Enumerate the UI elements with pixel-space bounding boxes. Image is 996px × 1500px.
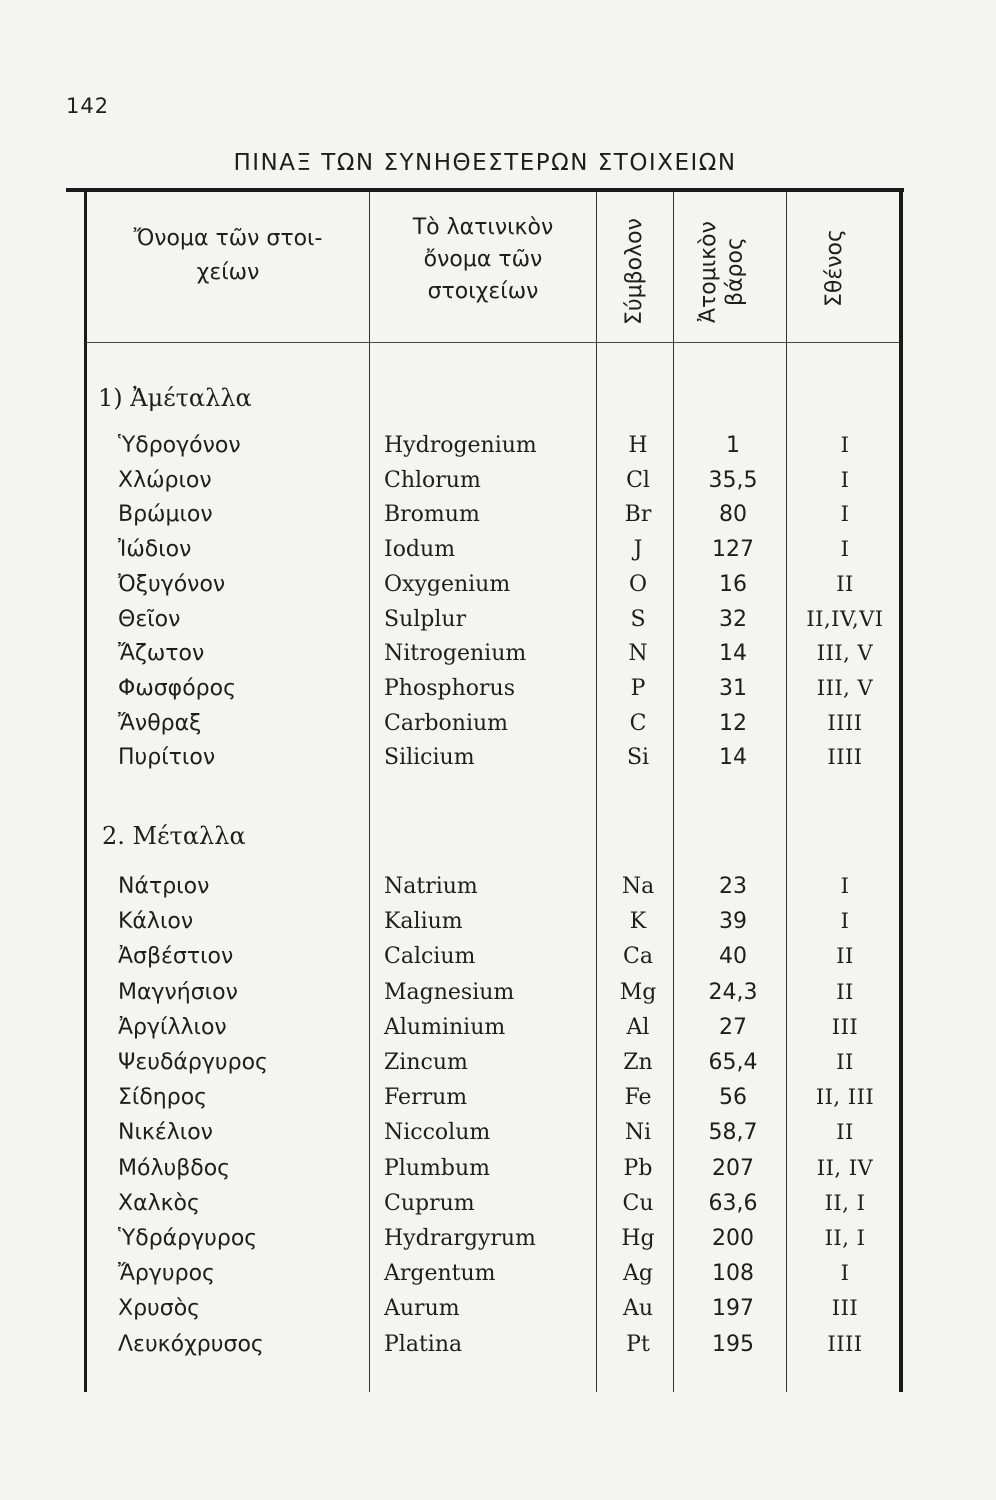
- latin-name-cell: Platina: [384, 1332, 463, 1357]
- valence-cell: I: [840, 1261, 850, 1285]
- atomic-weight-cell: 40: [719, 944, 747, 969]
- greek-name-cell: Ἰώδιον: [118, 537, 192, 562]
- header-latin-name: [372, 212, 594, 308]
- valence-cell: II, IV: [816, 1156, 874, 1180]
- atomic-weight-cell: 56: [719, 1085, 747, 1110]
- section-title-nonmetals: 1) Ἀμέταλλα: [98, 384, 252, 412]
- header-atomic-weight: [696, 202, 749, 342]
- latin-name-cell: Kalium: [384, 909, 463, 934]
- atomic-weight-cell: 1: [726, 433, 740, 458]
- greek-name-cell: Μαγνήσιον: [118, 980, 238, 1005]
- header-latin-name-line2: ὄνομα τῶν: [423, 246, 543, 272]
- symbol-cell: K: [629, 909, 647, 934]
- latin-name-cell: Aluminium: [384, 1015, 506, 1040]
- table-row: [0, 1156, 996, 1190]
- header-latin-name-line1: Τὸ λατινικὸν: [412, 215, 554, 240]
- valence-cell: I: [840, 874, 850, 898]
- atomic-weight-cell: 195: [712, 1332, 754, 1357]
- header-atomic-weight-line1: Ἀτομικὸν: [696, 221, 721, 323]
- symbol-cell: Ni: [624, 1120, 652, 1145]
- latin-name-cell: Calcium: [384, 944, 476, 969]
- section-title-metals: 2. Μέταλλα: [102, 822, 246, 850]
- greek-name-cell: Βρώμιον: [118, 502, 213, 527]
- symbol-cell: S: [630, 607, 646, 632]
- header-bottom-rule: [86, 342, 899, 343]
- table-row: [0, 676, 996, 710]
- table-row: [0, 1332, 996, 1366]
- latin-name-cell: Plumbum: [384, 1156, 490, 1181]
- header-greek-name-line2: χείων: [196, 260, 260, 286]
- atomic-weight-cell: 39: [719, 909, 747, 934]
- valence-cell: III: [831, 1015, 859, 1039]
- greek-name-cell: Ψευδάργυρος: [118, 1050, 268, 1075]
- atomic-weight-cell: 14: [719, 641, 747, 666]
- valence-cell: II, III: [815, 1085, 875, 1109]
- greek-name-cell: Μόλυβδος: [118, 1156, 231, 1181]
- valence-cell: III, V: [816, 676, 874, 700]
- greek-name-cell: Σίδηρος: [118, 1085, 208, 1110]
- latin-name-cell: Natrium: [384, 874, 478, 899]
- atomic-weight-cell: 127: [712, 537, 754, 562]
- greek-name-cell: Ἄργυρος: [118, 1261, 215, 1286]
- symbol-cell: Br: [624, 502, 652, 527]
- greek-name-cell: Ὑδράργυρος: [118, 1226, 258, 1251]
- atomic-weight-cell: 24,3: [708, 980, 758, 1005]
- valence-cell: II,IV,VI: [806, 607, 884, 631]
- page-title: ΠΙΝΑΞ ΤΩΝ ΣΥΝΗΘΕΣΤΕΡΩΝ ΣΤΟΙΧΕΙΩΝ: [233, 150, 737, 176]
- symbol-cell: Fe: [624, 1085, 652, 1110]
- greek-name-cell: Λευκόχρυσος: [118, 1332, 264, 1357]
- header-valence: Σθένος: [822, 229, 847, 307]
- table-row: [0, 502, 996, 536]
- symbol-cell: C: [629, 711, 647, 736]
- atomic-weight-cell: 31: [719, 676, 747, 701]
- atomic-weight-cell: 63,6: [708, 1191, 758, 1216]
- valence-cell: II: [836, 1120, 854, 1144]
- latin-name-cell: Iodum: [384, 537, 456, 562]
- symbol-cell: Ca: [623, 944, 653, 969]
- latin-name-cell: Nitrogenium: [384, 641, 527, 666]
- table-row: [0, 944, 996, 978]
- table-row: [0, 433, 996, 467]
- symbol-cell: Ag: [623, 1261, 653, 1286]
- symbol-cell: Cu: [622, 1191, 654, 1216]
- table-row: [0, 572, 996, 606]
- valence-cell: I: [840, 468, 850, 492]
- table-row: [0, 1015, 996, 1049]
- valence-cell: II: [836, 1050, 854, 1074]
- latin-name-cell: Ferrum: [384, 1085, 468, 1110]
- symbol-cell: Na: [621, 874, 655, 899]
- atomic-weight-cell: 23: [719, 874, 747, 899]
- symbol-cell: Si: [626, 745, 650, 770]
- latin-name-cell: Chlorum: [384, 468, 481, 493]
- greek-name-cell: Πυρίτιον: [118, 745, 216, 770]
- greek-name-cell: Νικέλιον: [118, 1120, 213, 1145]
- valence-cell: II, I: [824, 1226, 866, 1250]
- latin-name-cell: Argentum: [384, 1261, 496, 1286]
- header-symbol: Σύμβολον: [622, 218, 647, 326]
- atomic-weight-cell: 32: [719, 607, 747, 632]
- greek-name-cell: Ἄζωτον: [118, 641, 205, 666]
- latin-name-cell: Niccolum: [384, 1120, 491, 1145]
- valence-cell: I: [840, 433, 850, 457]
- table-row: [0, 1226, 996, 1260]
- atomic-weight-cell: 12: [719, 711, 747, 736]
- latin-name-cell: Sulplur: [384, 607, 467, 632]
- symbol-cell: O: [628, 572, 648, 597]
- valence-cell: II: [836, 980, 854, 1004]
- greek-name-cell: Ὀξυγόνον: [118, 572, 226, 597]
- header-greek-name-line1: Ὄνομα τῶν στοι-: [133, 226, 323, 251]
- table-row: [0, 641, 996, 675]
- greek-name-cell: Χλώριον: [118, 468, 212, 493]
- table-row: [0, 537, 996, 571]
- latin-name-cell: Cuprum: [384, 1191, 475, 1216]
- greek-name-cell: Χρυσὸς: [118, 1296, 201, 1321]
- greek-name-cell: Νάτριον: [118, 874, 210, 899]
- latin-name-cell: Bromum: [384, 502, 480, 527]
- symbol-cell: Al: [626, 1015, 650, 1040]
- table-row: [0, 909, 996, 943]
- table-row: [0, 468, 996, 502]
- atomic-weight-cell: 197: [712, 1296, 754, 1321]
- latin-name-cell: Magnesium: [384, 980, 515, 1005]
- greek-name-cell: Ὑδρογόνον: [118, 433, 241, 458]
- symbol-cell: J: [633, 537, 643, 562]
- latin-name-cell: Oxygenium: [384, 572, 511, 597]
- valence-cell: IIII: [827, 745, 863, 769]
- greek-name-cell: Ἀσβέστιον: [118, 944, 234, 969]
- header-greek-name: [88, 222, 368, 290]
- atomic-weight-cell: 65,4: [708, 1050, 758, 1075]
- symbol-cell: Hg: [621, 1226, 655, 1251]
- atomic-weight-cell: 14: [719, 745, 747, 770]
- table-row: [0, 1050, 996, 1084]
- valence-cell: I: [840, 502, 850, 526]
- symbol-cell: P: [630, 676, 646, 701]
- table-top-rule: [66, 188, 904, 192]
- latin-name-cell: Carbonium: [384, 711, 509, 736]
- symbol-cell: Cl: [626, 468, 650, 493]
- greek-name-cell: Φωσφόρος: [118, 676, 236, 701]
- table-row: [0, 1085, 996, 1119]
- table-row: [0, 980, 996, 1014]
- greek-name-cell: Κάλιον: [118, 909, 194, 934]
- valence-cell: I: [840, 909, 850, 933]
- table-row: [0, 1191, 996, 1225]
- latin-name-cell: Silicium: [384, 745, 475, 770]
- table-row: [0, 1120, 996, 1154]
- table-row: [0, 745, 996, 779]
- latin-name-cell: Hydrogenium: [384, 433, 537, 458]
- header-latin-name-line3: στοιχείων: [427, 278, 539, 304]
- symbol-cell: Zn: [623, 1050, 653, 1075]
- atomic-weight-cell: 80: [719, 502, 747, 527]
- greek-name-cell: Ἀργίλλιον: [118, 1015, 227, 1040]
- symbol-cell: Pt: [626, 1332, 650, 1357]
- valence-cell: II: [836, 572, 854, 596]
- valence-cell: II, I: [824, 1191, 866, 1215]
- latin-name-cell: Phosphorus: [384, 676, 515, 701]
- greek-name-cell: Ἄνθραξ: [118, 711, 202, 736]
- greek-name-cell: Χαλκὸς: [118, 1191, 200, 1216]
- atomic-weight-cell: 35,5: [708, 468, 758, 493]
- table-row: [0, 711, 996, 745]
- table-row: [0, 874, 996, 908]
- table-row: [0, 1296, 996, 1330]
- table-row: [0, 607, 996, 641]
- symbol-cell: Pb: [623, 1156, 653, 1181]
- valence-cell: IIII: [827, 1332, 863, 1356]
- atomic-weight-cell: 58,7: [708, 1120, 758, 1145]
- table-row: [0, 1261, 996, 1295]
- symbol-cell: Au: [622, 1296, 654, 1321]
- atomic-weight-cell: 200: [712, 1226, 754, 1251]
- header-atomic-weight-line2: βάρος: [722, 237, 748, 307]
- valence-cell: IIII: [827, 711, 863, 735]
- symbol-cell: H: [628, 433, 648, 458]
- latin-name-cell: Hydrargyrum: [384, 1226, 536, 1251]
- atomic-weight-cell: 207: [712, 1156, 754, 1181]
- greek-name-cell: Θεῖον: [118, 607, 181, 632]
- symbol-cell: Mg: [619, 980, 657, 1005]
- atomic-weight-cell: 108: [712, 1261, 754, 1286]
- valence-cell: III: [831, 1296, 859, 1320]
- valence-cell: III, V: [816, 641, 874, 665]
- page-number: 142: [66, 94, 110, 118]
- atomic-weight-cell: 16: [719, 572, 747, 597]
- latin-name-cell: Zincum: [384, 1050, 468, 1075]
- valence-cell: II: [836, 944, 854, 968]
- symbol-cell: N: [628, 641, 648, 666]
- latin-name-cell: Aurum: [384, 1296, 460, 1321]
- valence-cell: I: [840, 537, 850, 561]
- atomic-weight-cell: 27: [719, 1015, 747, 1040]
